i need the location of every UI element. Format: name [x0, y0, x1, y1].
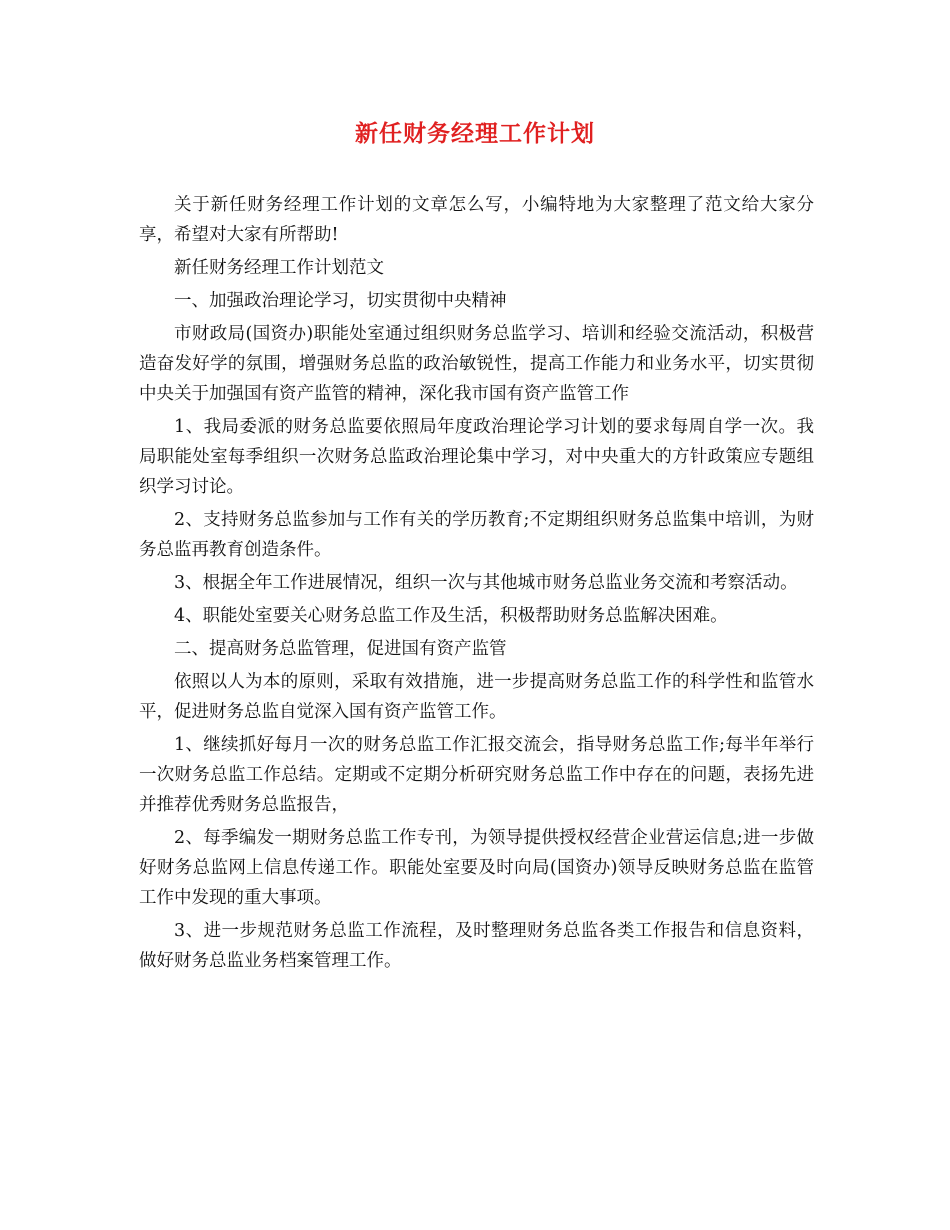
list-item: 1、继续抓好每月一次的财务总监工作汇报交流会，指导财务总监工作;每半年举行一次财务总监工作总结。定期或不定期分析研究财务总监工作中存在的问题，表扬先进并推荐优秀财务总监报告， [139, 735, 814, 815]
list-item: 1、我局委派的财务总监要依照局年度政治理论学习计划的要求每周自学一次。我局职能处室每季组织一次财务总监政治理论集中学习，对中央重大的方针政策应专题组织学习讨论。 [139, 417, 814, 497]
list-item: 3、进一步规范财务总监工作流程，及时整理财务总监各类工作报告和信息资料，做好财务总监业务档案管理工作。 [139, 921, 814, 971]
paragraph: 依照以人为本的原则，采取有效措施，进一步提高财务总监工作的科学性和监管水平，促进财务总监自觉深入国有资产监管工作。 [139, 672, 814, 722]
section-heading: 一、加强政治理论学习，切实贯彻中央精神 [174, 291, 507, 311]
list-item: 3、根据全年工作进展情况，组织一次与其他城市财务总监业务交流和考察活动。 [174, 573, 798, 593]
document-title: 新任财务经理工作计划 [355, 120, 595, 147]
list-item: 2、支持财务总监参加与工作有关的学历教育;不定期组织财务总监集中培训，为财务总监再教育创造条件。 [139, 510, 814, 560]
list-item: 4、职能处室要关心财务总监工作及生活，积极帮助财务总监解决困难。 [174, 606, 728, 626]
paragraph: 市财政局(国资办)职能处室通过组织财务总监学习、培训和经验交流活动，积极营造奋发好学的氛围，增强财务总监的政治敏锐性，提高工作能力和业务水平，切实贯彻中央关于加强国有资产监管的精神，深化我市国有资产监管工作 [139, 324, 814, 404]
paragraph: 关于新任财务经理工作计划的文章怎么写，小编特地为大家整理了范文给大家分享，希望对大家有所帮助! [139, 195, 814, 245]
list-item: 2、每季编发一期财务总监工作专刊，为领导提供授权经营企业营运信息;进一步做好财务总监网上信息传递工作。职能处室要及时向局(国资办)领导反映财务总监在监管工作中发现的重大事项。 [139, 828, 814, 908]
document-body [139, 190, 814, 979]
paragraph: 新任财务经理工作计划范文 [174, 258, 384, 278]
section-heading: 二、提高财务总监管理，促进国有资产监管 [174, 639, 507, 659]
